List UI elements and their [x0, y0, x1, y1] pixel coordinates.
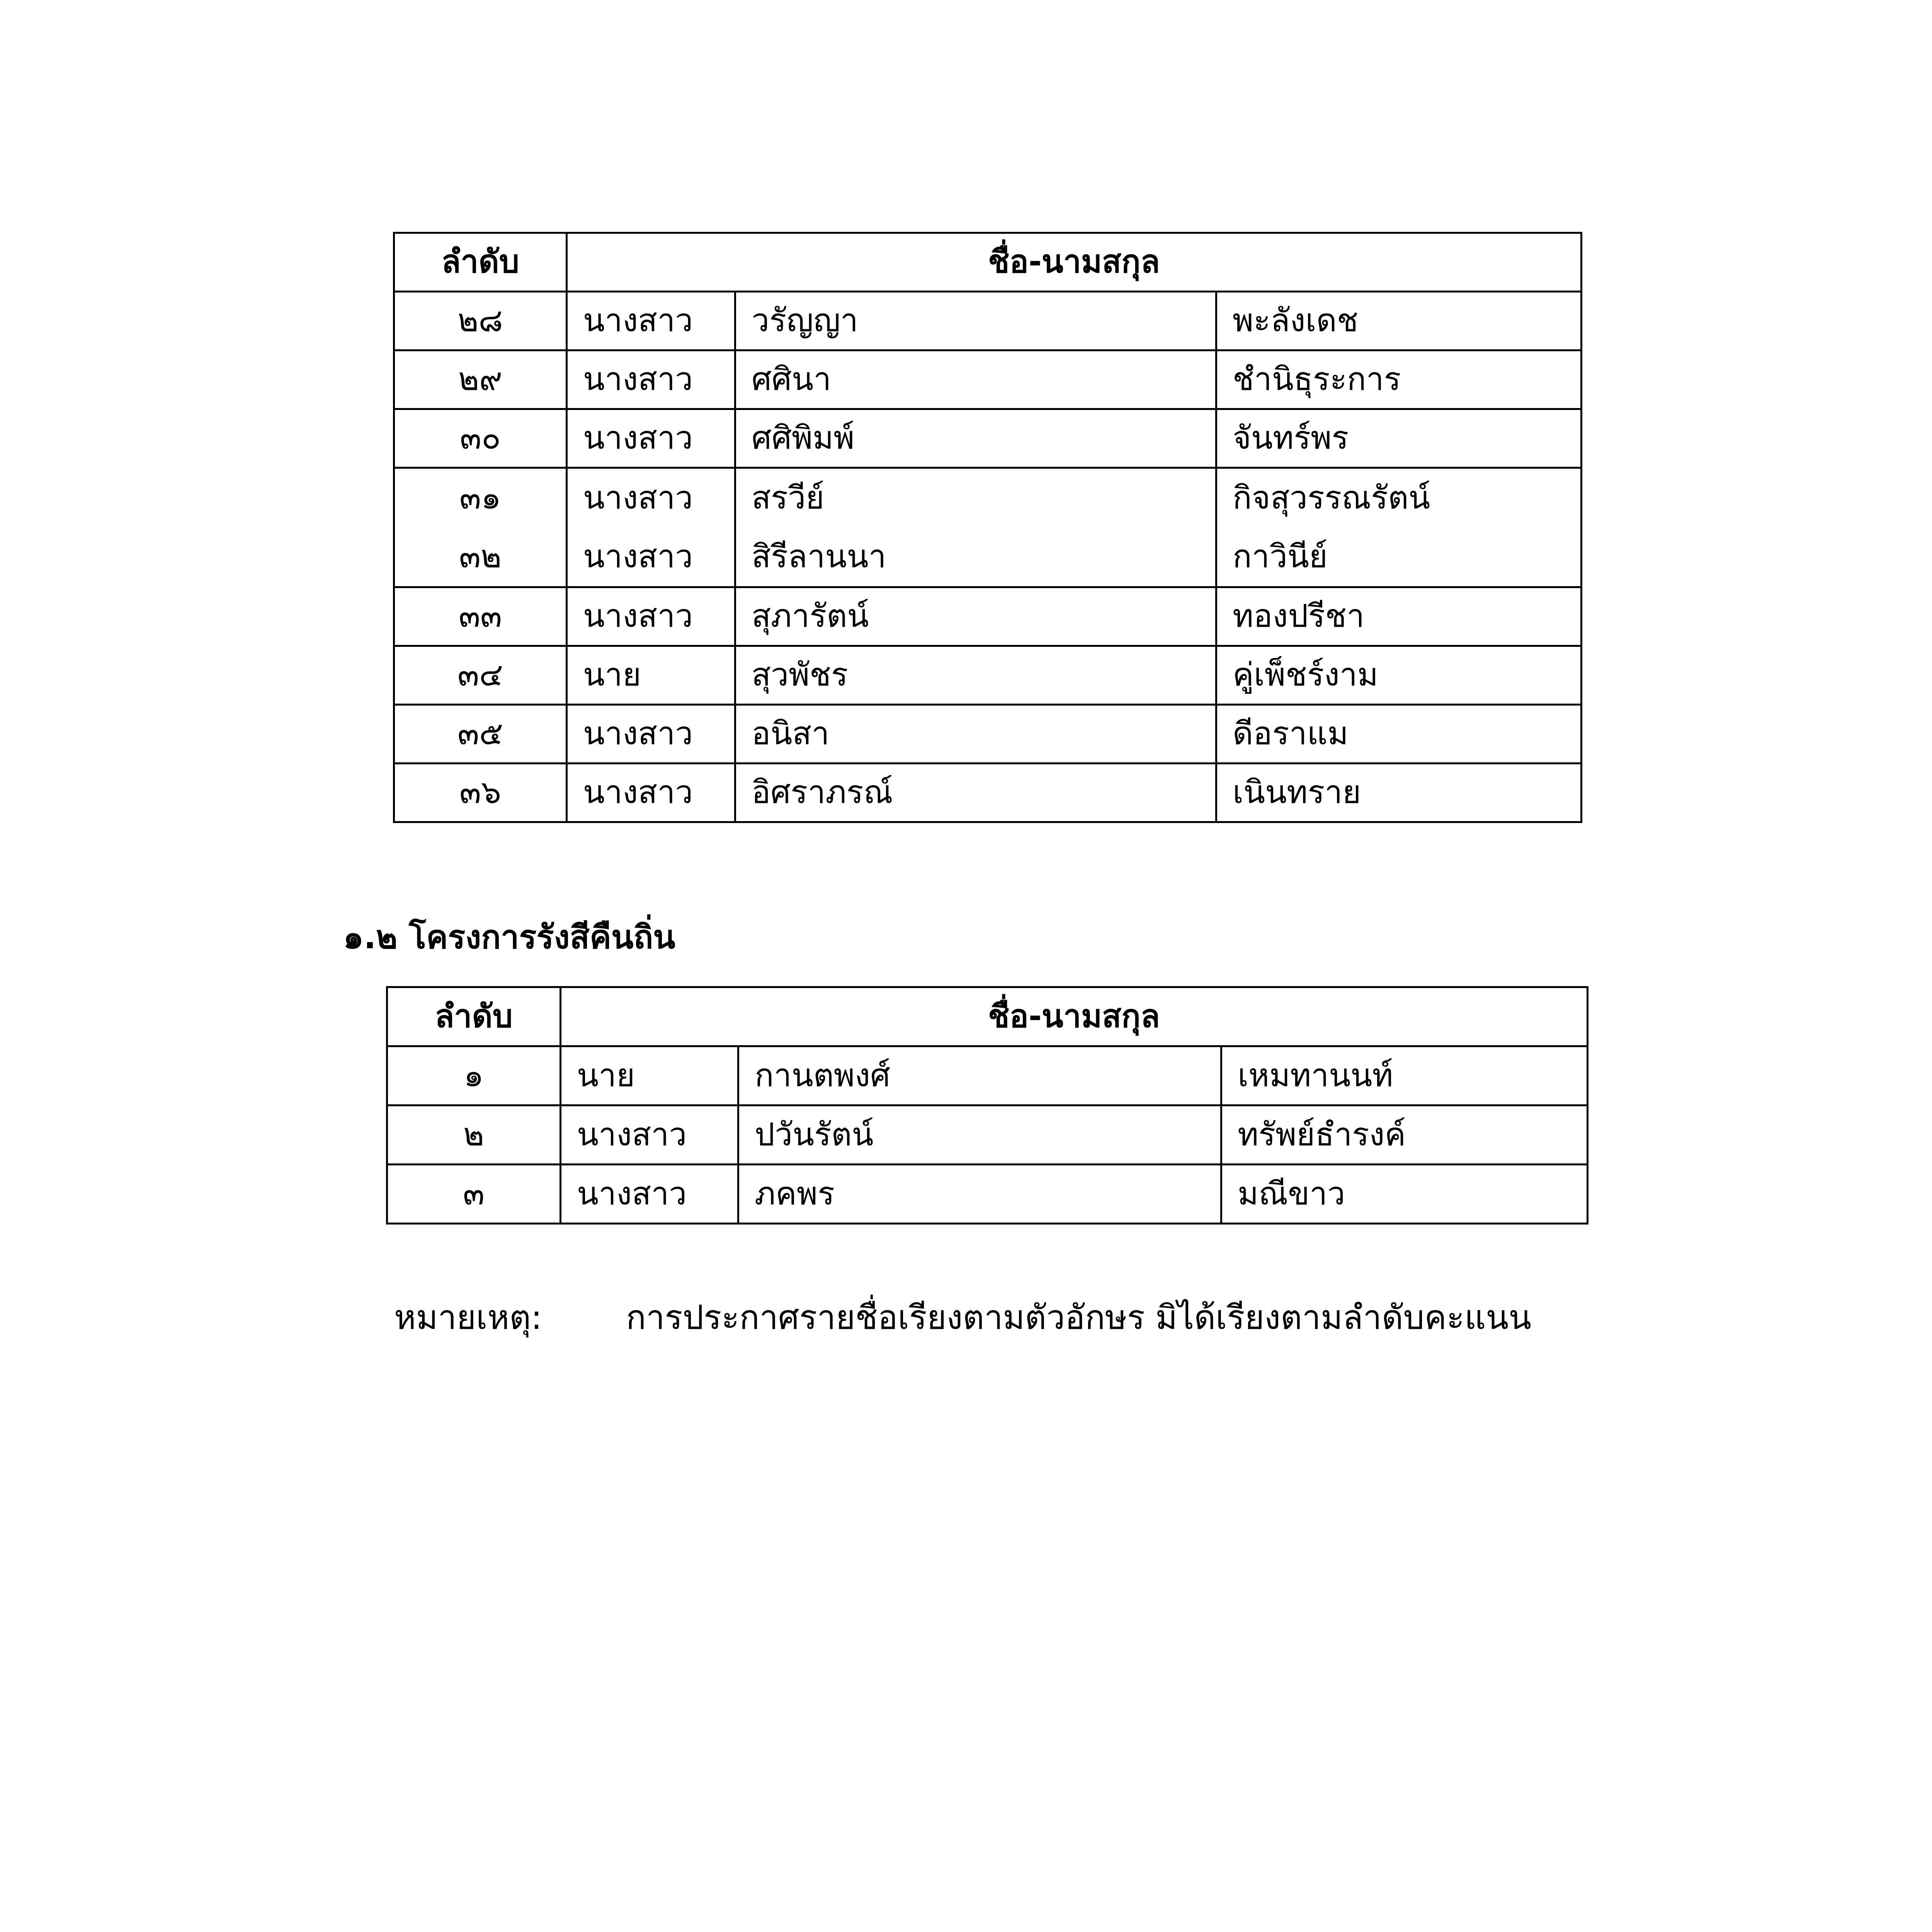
first-name: สุวพัชร: [735, 646, 1216, 705]
last-name: มณีขาว: [1221, 1165, 1588, 1224]
table-row: [394, 705, 1582, 764]
row-number: ๒๘: [394, 292, 567, 350]
first-name: วรัญญา: [735, 292, 1216, 350]
first-name: กานตพงศ์: [738, 1046, 1221, 1105]
table-header-row: [387, 987, 1588, 1046]
table-header-row: [394, 233, 1582, 292]
name-prefix-cell: [567, 468, 735, 587]
name-column-header: ชื่อ-นามสกุล: [567, 233, 1582, 292]
last-name: กิจสุวรรณรัตน์: [1233, 480, 1430, 516]
name-prefix: นางสาว: [567, 587, 735, 646]
row-number: ๓๓: [394, 587, 567, 646]
name-prefix: นางสาว: [567, 705, 735, 764]
last-name: ทองปรีชา: [1216, 587, 1582, 646]
note-text: การประกาศรายชื่อเรียงตามตัวอักษร มิได้เรียงตามลำดับคะแนน: [626, 1298, 1531, 1337]
first-name: สุภารัตน์: [735, 587, 1216, 646]
table-row: [394, 292, 1582, 350]
first-name: สรวีย์: [752, 480, 825, 516]
order-column-header: ลำดับ: [387, 987, 561, 1046]
name-prefix: นางสาว: [567, 764, 735, 822]
first-name: สิรีลานนา: [752, 538, 886, 575]
last-name: พะลังเดช: [1216, 292, 1582, 350]
table-row: [394, 587, 1582, 646]
name-prefix: นางสาว: [583, 538, 693, 575]
first-name: อิศราภรณ์: [735, 764, 1216, 822]
note-label: หมายเหตุ:: [394, 1298, 542, 1337]
name-prefix: นางสาว: [567, 292, 735, 350]
last-name: คู่เพ็ชร์งาม: [1216, 646, 1582, 705]
row-number: ๓: [387, 1165, 561, 1224]
table-row: [394, 646, 1582, 705]
name-list-table-1: [393, 232, 1582, 823]
name-prefix: นาย: [567, 646, 735, 705]
name-prefix: นางสาว: [561, 1105, 738, 1165]
first-name-cell: [735, 468, 1216, 587]
row-number: ๓๔: [394, 646, 567, 705]
name-prefix: นาย: [561, 1046, 738, 1105]
row-number: ๓๖: [394, 764, 567, 822]
row-number: ๒: [387, 1105, 561, 1165]
name-list-table-2: [386, 986, 1588, 1225]
table-row: [387, 1165, 1588, 1224]
table-row: [394, 409, 1582, 468]
row-number: ๑: [387, 1046, 561, 1105]
last-name: เหมทานนท์: [1221, 1046, 1588, 1105]
table-row-double: [394, 468, 1582, 587]
last-name: ทรัพย์ธำรงค์: [1221, 1105, 1588, 1165]
section-heading: ๑.๒ โครงการรังสีคืนถิ่น: [343, 918, 675, 956]
last-name: ดีอราแม: [1216, 705, 1582, 764]
first-name: ศศินา: [735, 350, 1216, 409]
table-row: [387, 1105, 1588, 1165]
name-prefix: นางสาว: [583, 480, 693, 516]
last-name: เนินทราย: [1216, 764, 1582, 822]
last-name: จันทร์พร: [1216, 409, 1582, 468]
first-name: อนิสา: [735, 705, 1216, 764]
last-name: ชำนิธุระการ: [1216, 350, 1582, 409]
name-prefix: นางสาว: [567, 409, 735, 468]
first-name: ศศิพิมพ์: [735, 409, 1216, 468]
row-number: ๓๐: [394, 409, 567, 468]
order-column-header: ลำดับ: [394, 233, 567, 292]
row-number-cell: [394, 468, 567, 587]
table-row: [394, 350, 1582, 409]
name-prefix: นางสาว: [561, 1165, 738, 1224]
name-prefix: นางสาว: [567, 350, 735, 409]
first-name: ปวันรัตน์: [738, 1105, 1221, 1165]
table-row: [394, 764, 1582, 822]
table-row: [387, 1046, 1588, 1105]
row-number: ๓๑: [459, 480, 502, 516]
row-number: ๒๙: [394, 350, 567, 409]
last-name: กาวินีย์: [1233, 538, 1328, 575]
row-number: ๓๕: [394, 705, 567, 764]
name-column-header: ชื่อ-นามสกุล: [561, 987, 1588, 1046]
last-name-cell: [1216, 468, 1582, 587]
first-name: ภคพร: [738, 1165, 1221, 1224]
row-number: ๓๒: [459, 538, 502, 575]
